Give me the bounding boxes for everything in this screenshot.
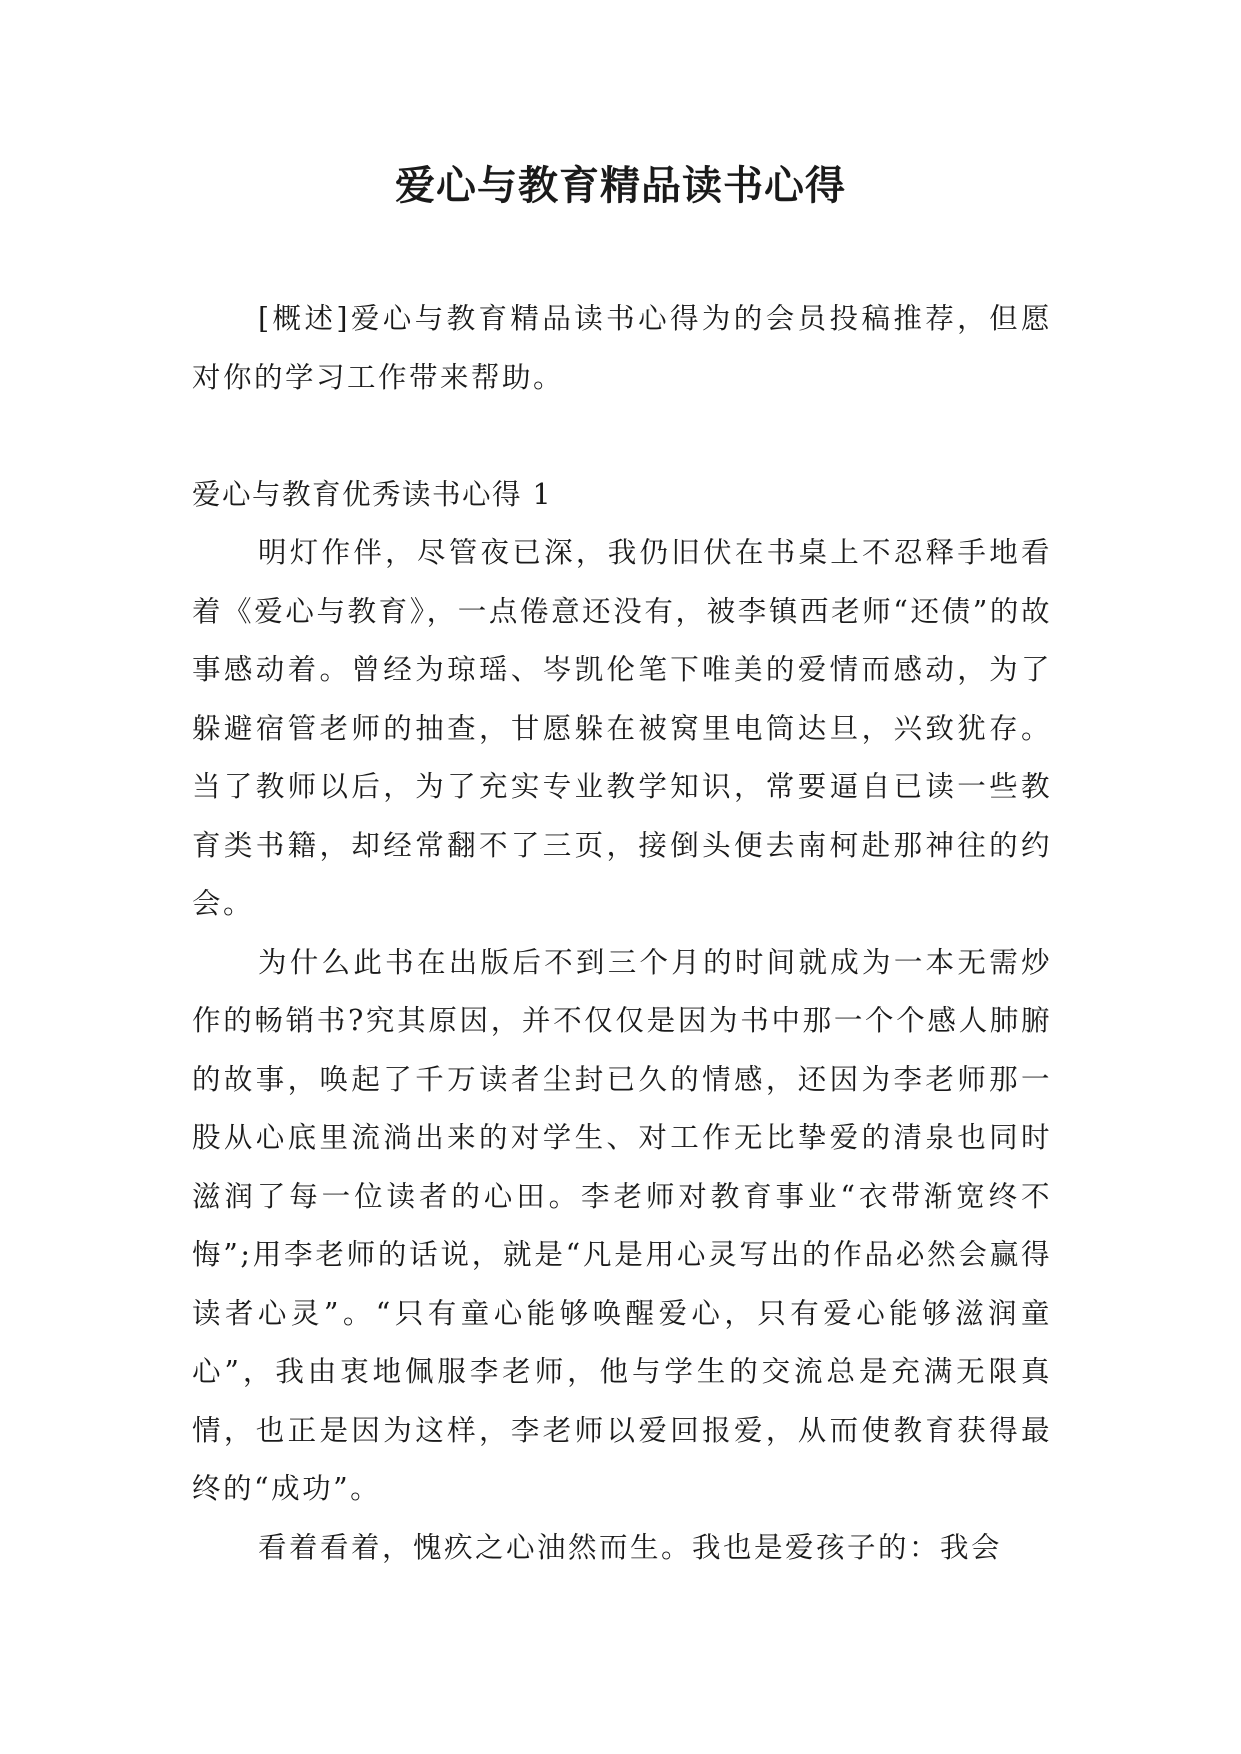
body-paragraph: 明灯作伴，尽管夜已深，我仍旧伏在书桌上不忍释手地看着《爱心与教育》，一点倦意还没有，被李镇西老师“还债”的故事感动着。曾经为琼瑶、岑凯伦笔下唯美的爱情而感动，为了躲避宿管老师的抽查，甘愿躲在被窝里电筒达旦，兴致犹存。当了教师以后，为了充实专业教学知识，常要逼自已读一些教育类书籍，却经常翻不了三页，接倒头便去南柯赴那神往的约会。 <box>192 536 1052 920</box>
summary-paragraph: [概述]爱心与教育精品读书心得为的会员投稿推荐，但愿对你的学习工作带来帮助。 <box>192 302 1052 394</box>
body-paragraphs <box>192 524 1052 1577</box>
body-paragraph: 为什么此书在出版后不到三个月的时间就成为一本无需炒作的畅销书?究其原因，并不仅仅是因为书中那一个个感人肺腑的故事，唤起了千万读者尘封已久的情感，还因为李老师那一股从心底里流淌出来的对学生、对工作无比挚爱的清泉也同时滋润了每一位读者的心田。李老师对教育事业“衣带渐宽终不悔”;用李老师的话说，就是“凡是用心灵写出的作品必然会赢得读者心灵”。“只有童心能够唤醒爱心，只有爱心能够滋润童心”，我由衷地佩服李老师，他与学生的交流总是充满无限真情，也正是因为这样，李老师以爱回报爱，从而使教育获得最终的“成功”。 <box>192 945 1052 1505</box>
section-heading: 爱心与教育优秀读书心得 1 <box>192 478 553 511</box>
document-title: 爱心与教育精品读书心得 <box>395 163 846 209</box>
body-paragraph: 看着看着，愧疚之心油然而生。我也是爱孩子的：我会 <box>258 1530 1003 1564</box>
